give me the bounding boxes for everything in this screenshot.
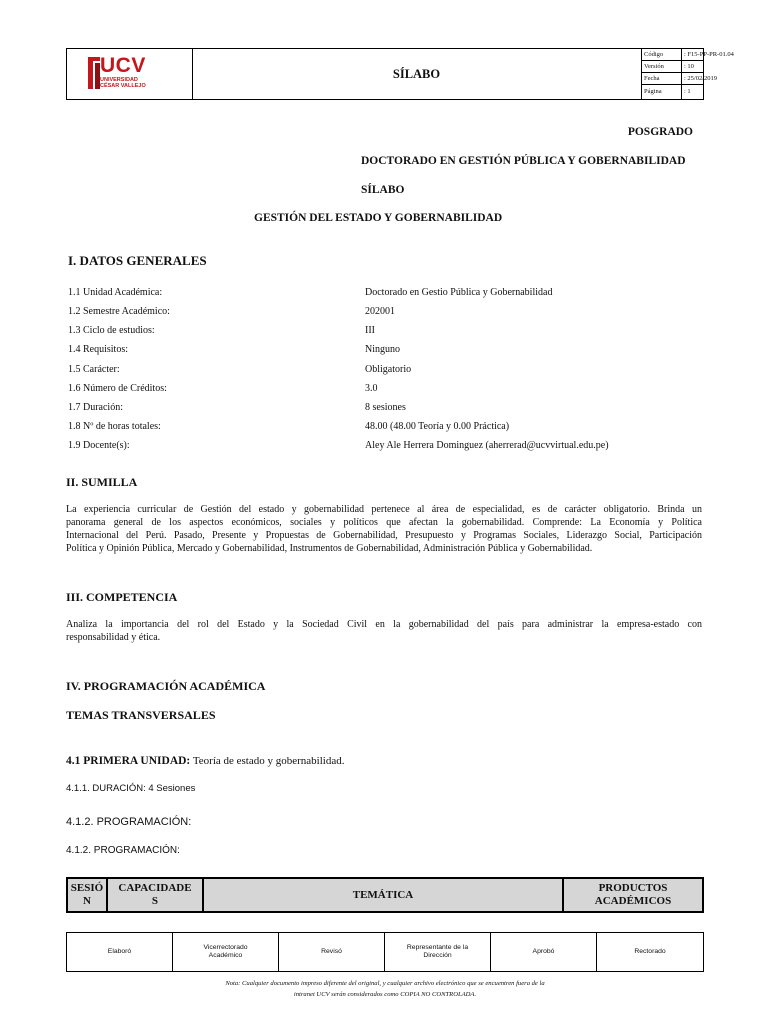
temas-transversales-title: TEMAS TRANSVERSALES <box>66 708 216 722</box>
level-heading: POSGRADO <box>627 126 693 138</box>
doc-heading: SÍLABO <box>361 184 405 196</box>
dg-value: Obligatorio <box>365 364 412 375</box>
col-sesion-b: N <box>83 895 91 907</box>
program-heading: DOCTORADO EN GESTIÓN PÚBLICA Y GOBERNABILIDAD <box>361 155 686 167</box>
sumilla-line: Internacional del Perú. Pasado, Presente y Propuestas de Gobernabilidad, Presupuesto y Programas Sociales, Liderazgo Social, Participación <box>66 530 702 541</box>
logo-cell <box>67 49 193 99</box>
col-productos <box>564 879 702 911</box>
section-datos-generales-title: I. DATOS GENERALES <box>68 253 207 268</box>
footer-cell-text: Aprobó <box>532 948 555 955</box>
meta-key: Versión <box>644 63 664 70</box>
meta-value: : 25/02/2019 <box>684 75 718 82</box>
section-competencia-title: III. COMPETENCIA <box>66 590 178 604</box>
dg-label: 1.8 Nº de horas totales: <box>68 421 161 432</box>
dg-label: 1.2 Semestre Académico: <box>68 306 170 317</box>
footer-cell-text: Representante de la <box>406 944 469 951</box>
course-heading: GESTIÓN DEL ESTADO Y GOBERNABILIDAD <box>254 212 503 224</box>
meta-key: Código <box>644 51 664 58</box>
footer-cell-text: Elaboró <box>107 948 132 955</box>
logo-line2: CÉSAR VALLEJO <box>100 83 146 89</box>
unidad-label: 4.1 PRIMERA UNIDAD: <box>66 755 191 767</box>
dg-label: 1.4 Requisitos: <box>68 344 129 355</box>
sumilla-line: panorama general de los aspectos económicos, sociales y políticos que afectan la gobernabilidad. Comprende: La Economía y Política <box>66 517 702 528</box>
footer-cell-reviso <box>279 933 385 971</box>
col-capacidades-a: CAPACIDADE <box>118 882 192 894</box>
col-tematica: TEMÁTICA <box>204 879 564 911</box>
footer-cell-representante <box>385 933 491 971</box>
footer-cell-vicerrectorado <box>173 933 279 971</box>
sumilla-line: La experiencia curricular de Gestión del estado y gobernabilidad pertenece al área de especialidad, es de carácter obligatorio. Brinda un <box>66 504 702 515</box>
dg-value: Ninguno <box>365 344 400 355</box>
logo-subtitle <box>100 77 146 89</box>
dg-value: Doctorado en Gestio Pública y Gobernabilidad <box>365 287 553 298</box>
header-meta <box>641 49 734 99</box>
dg-value: III <box>365 325 375 336</box>
col-productos-b: ACADÉMICOS <box>594 895 672 907</box>
dg-value: 8 sesiones <box>365 402 406 413</box>
meta-row-fecha <box>641 73 718 85</box>
footer-cell-text: Vicerrectorado <box>203 944 248 951</box>
footer-note <box>180 978 590 1000</box>
dg-value: 3.0 <box>365 383 378 394</box>
primera-unidad <box>66 755 344 767</box>
competencia-text <box>66 618 702 644</box>
footer-note-line: intranet UCV serán considerados como COPIA NO CONTROLADA. <box>293 991 477 998</box>
ucv-logo-icon <box>87 56 101 90</box>
unidad-value: Teoría de estado y gobernabilidad. <box>190 755 345 767</box>
meta-key: Fecha <box>644 75 660 82</box>
col-productos-a: PRODUCTOS <box>598 882 668 894</box>
col-sesion-a: SESIÓ <box>70 882 104 894</box>
section-sumilla-title: II. SUMILLA <box>66 475 138 489</box>
logo-line1: UNIVERSIDAD <box>100 77 138 83</box>
programacion-table-header <box>66 877 704 913</box>
col-capacidades <box>108 879 204 911</box>
document-header-table <box>66 48 734 100</box>
section-programacion-title: IV. PROGRAMACIÓN ACADÉMICA <box>66 679 266 693</box>
meta-value: : F15-PP-PR-01.04 <box>684 51 734 58</box>
dg-label: 1.6 Número de Créditos: <box>68 383 167 394</box>
competencia-line: Analiza la importancia del rol del Estado y la Sociedad Civil en la gobernabilidad del país para administrar la empresa-estado con <box>66 619 702 630</box>
meta-value: : 1 <box>684 88 691 95</box>
sumilla-line: Política y Opinión Pública, Mercado y Gobernabilidad, Instrumentos de Gobernabilidad, Administración Pública y Gobernabilidad. <box>66 543 593 554</box>
unidad-duracion: 4.1.1. DURACIÓN: 4 Sesiones <box>66 783 196 794</box>
meta-row-pagina <box>641 86 704 98</box>
meta-value: : 10 <box>684 63 694 70</box>
col-capacidades-b: S <box>151 895 159 907</box>
programacion-heading-1: 4.1.2. PROGRAMACIÓN: <box>66 816 192 828</box>
dg-label: 1.7 Duración: <box>68 402 123 413</box>
dg-value: 48.00 (48.00 Teoría y 0.00 Práctica) <box>365 421 510 432</box>
competencia-line: responsabilidad y ética. <box>66 632 161 643</box>
approval-footer-table <box>66 932 704 972</box>
dg-value: Aley Ale Herrera Dominguez (aherrerad@ucvvirtual.edu.pe) <box>365 440 609 451</box>
footer-note-line: Nota: Cualquier documento impreso diferente del original, y cualquier archivo electrónico que se encuentren fuera de la <box>225 980 545 987</box>
footer-cell-text: Dirección <box>423 952 452 959</box>
meta-key: Página <box>644 88 662 95</box>
footer-cell-text: Académico <box>208 952 243 959</box>
dg-label: 1.3 Ciclo de estudios: <box>68 325 155 336</box>
dg-value: 202001 <box>365 306 395 317</box>
col-sesion <box>68 879 108 911</box>
programacion-heading-2: 4.1.2. PROGRAMACIÓN: <box>66 845 180 856</box>
footer-cell-elaboro <box>67 933 173 971</box>
sumilla-text <box>66 503 702 555</box>
meta-row-codigo <box>641 49 734 61</box>
dg-label: 1.1 Unidad Académica: <box>68 287 163 298</box>
meta-row-version <box>641 61 704 73</box>
footer-cell-text: Revisó <box>321 948 342 955</box>
footer-cell-aprobo <box>491 933 597 971</box>
dg-label: 1.9 Docente(s): <box>68 440 130 451</box>
footer-cell-rectorado <box>597 933 703 971</box>
footer-cell-text: Rectorado <box>634 948 666 955</box>
dg-label: 1.5 Carácter: <box>68 364 120 375</box>
logo-brand: UCV <box>100 54 146 77</box>
header-title: SÍLABO <box>192 49 642 99</box>
